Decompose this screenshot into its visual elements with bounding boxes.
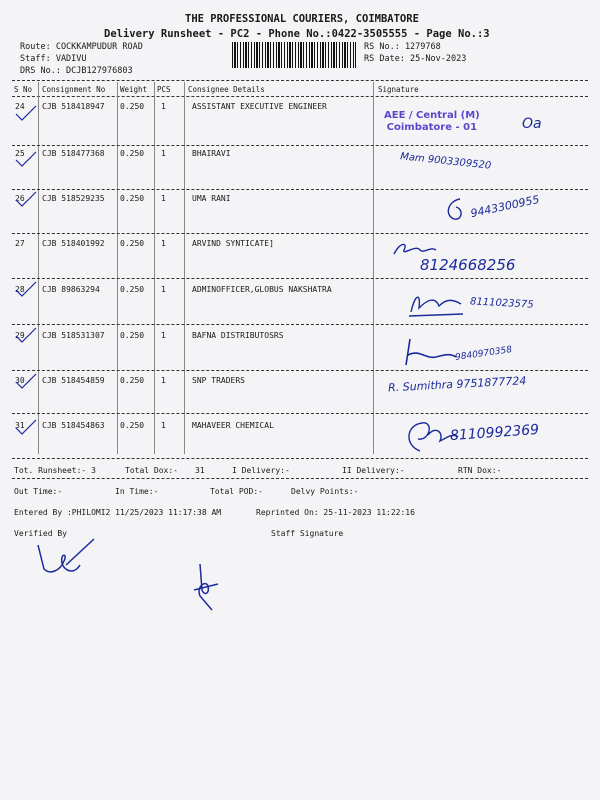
row-consignment: CJB 518454863 [42,421,105,430]
in-time: In Time:- [115,487,159,496]
row-rule [12,458,588,459]
row-weight: 0.250 [120,194,145,203]
row-consignee: UMA RANI [192,194,231,203]
signature-row-29: 9840970358 [454,345,513,363]
row-weight: 0.250 [120,376,145,385]
row-consignee: SNP TRADERS [192,376,245,385]
signature-scribble-29 [400,335,460,370]
row-consignment: CJB 89863294 [42,285,100,294]
reprinted-on: Reprinted On: 25-11-2023 11:22:16 [256,508,415,517]
col-divider [373,82,374,454]
row-rule [12,278,588,279]
row-pcs: 1 [161,421,166,430]
col-consignee: Consignee Details [188,85,265,94]
row-rule [12,370,588,371]
row-rule [12,145,588,146]
row-sno: 25 [15,149,25,158]
row-sno: 29 [15,331,25,340]
row-consignment: CJB 518531307 [42,331,105,340]
row-sno: 26 [15,194,25,203]
row-consignee: ASSISTANT EXECUTIVE ENGINEER [192,102,327,111]
tick-marks [8,100,48,440]
signature-row-26: 9443300955 [469,192,541,221]
company-title: THE PROFESSIONAL COURIERS, COIMBATORE [185,13,419,25]
col-weight: Weight [120,85,148,94]
col-consignment: Consignment No [42,85,106,94]
row-consignment: CJB 518454859 [42,376,105,385]
signature-row-25: Mam 9003309520 [399,151,492,172]
i-delivery: I Delivery:- [232,466,290,475]
table-row [0,331,600,343]
staff-signature-ink [188,560,228,612]
signature-row-30: R. Sumithra 9751877724 [387,374,527,395]
row-pcs: 1 [161,194,166,203]
totals-rule [12,478,588,479]
row-consignment: CJB 518401992 [42,239,105,248]
row-pcs: 1 [161,285,166,294]
ii-delivery: II Delivery:- [342,466,405,475]
signature-row-24: Oa [522,116,542,132]
signature-row-28: 8111023575 [469,296,534,311]
col-pcs: PCS [157,85,171,94]
row-sno: 28 [15,285,25,294]
total-pod: Total POD:- [210,487,263,496]
row-weight: 0.250 [120,239,145,248]
row-rule [12,324,588,325]
row-sno: 27 [15,239,25,248]
drs-number: DRS No.: DCJB127976803 [20,66,133,76]
row-weight: 0.250 [120,331,145,340]
row-pcs: 1 [161,149,166,158]
row-consignment: CJB 518418947 [42,102,105,111]
staff-signature: Staff Signature [271,529,344,538]
signature-scribble-28 [405,290,465,320]
row-weight: 0.250 [120,285,145,294]
row-rule [12,413,588,414]
row-pcs: 1 [161,376,166,385]
row-sno: 31 [15,421,25,430]
row-pcs: 1 [161,331,166,340]
row-consignee: BAFNA DISTRIBUTOSRS [192,331,284,340]
row-consignee: ARVIND SYNTICATE] [192,239,274,248]
rs-date: RS Date: 25-Nov-2023 [364,54,467,64]
row-consignee: BHAIRAVI [192,149,231,158]
verified-by: Verified By [14,529,67,538]
col-divider [184,82,185,454]
row-consignment: CJB 518477368 [42,149,105,158]
row-consignee: MAHAVEER CHEMICAL [192,421,274,430]
row-rule [12,233,588,234]
col-sno: S No [14,85,33,94]
header-top-rule [12,80,588,81]
row-rule [12,189,588,190]
stamp-line-1: AEE / Central (M) [384,110,480,121]
row-weight: 0.250 [120,102,145,111]
row-pcs: 1 [161,102,166,111]
header-bottom-rule [12,96,588,97]
route-label: Route: COCKKAMPUDUR ROAD [20,42,143,52]
delvy-points: Delvy Points:- [291,487,359,496]
row-pcs: 1 [161,239,166,248]
verifier-signature [30,535,100,580]
barcode-graphic [232,42,356,68]
staff-label: Staff: VADIVU [20,54,87,64]
total-dox-label: Total Dox:- [125,466,178,475]
total-dox-value: 31 [195,466,205,475]
signature-scribble-27 [390,240,440,260]
rtn-dox: RTN Dox:- [458,466,502,475]
row-weight: 0.250 [120,149,145,158]
rs-number: RS No.: 1279768 [364,42,441,52]
total-runsheet: Tot. Runsheet:- 3 [14,466,96,475]
col-divider [117,82,118,454]
out-time: Out Time:- [14,487,63,496]
row-weight: 0.250 [120,421,145,430]
signature-row-27: 8124668256 [420,256,516,274]
office-stamp [384,110,480,134]
signature-row-31: 8110992369 [449,421,540,445]
table-row [0,285,600,297]
row-sno: 30 [15,376,25,385]
entered-by: Entered By :PHILOMI2 11/25/2023 11:17:38 AM [14,508,222,517]
stamp-line-2: Coimbatore - 01 [386,122,478,133]
signature-scribble-26 [440,195,470,225]
row-sno: 24 [15,102,25,111]
table-row [0,102,600,114]
row-consignment: CJB 518529235 [42,194,105,203]
col-divider [154,82,155,454]
col-signature: Signature [378,85,419,94]
row-consignee: ADMINOFFICER,GLOBUS NAKSHATRA [192,285,332,294]
runsheet-title: Delivery Runsheet - PC2 - Phone No.:0422-3505555 - Page No.:3 [104,28,490,40]
signature-scribble-31 [400,415,460,455]
table-row [0,239,600,251]
table-row [0,149,600,161]
